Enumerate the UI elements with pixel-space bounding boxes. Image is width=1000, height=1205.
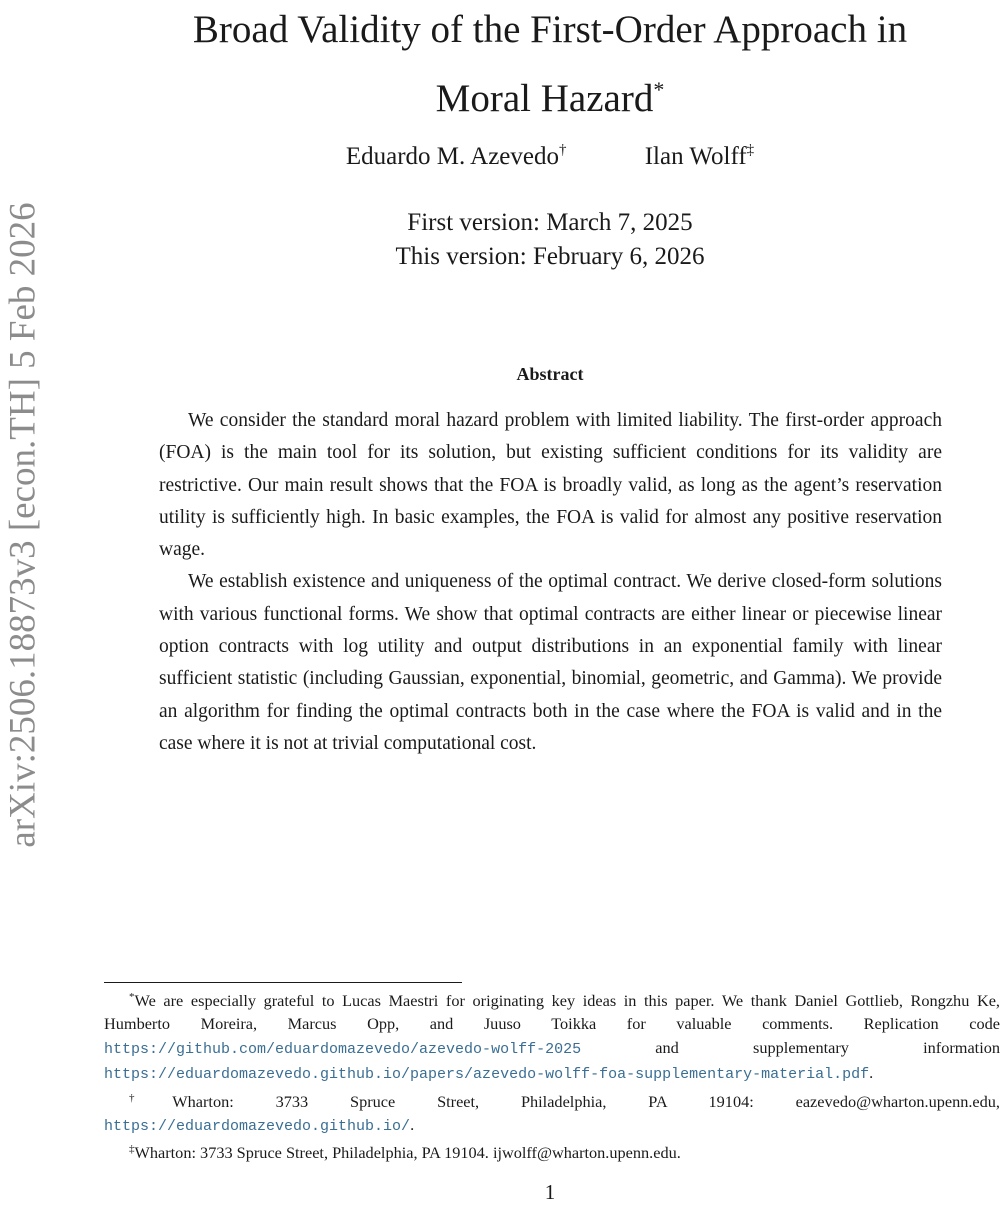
title-footnote-mark[interactable]: * bbox=[653, 77, 665, 102]
author-footnote-mark[interactable]: † bbox=[558, 142, 567, 158]
author-footnote-mark[interactable]: ‡ bbox=[746, 142, 755, 158]
abstract-paragraph-1: We consider the standard moral hazard problem with limited liability. The first-order approach (FOA) is the main tool for its solution, but existing sufficient conditions for its validity are restrictive. Our main result shows that the FOA is broadly valid, as long as the agent’s reservation utility is sufficiently high. In basic examples, the FOA is valid for almost any positive reservation wage. bbox=[159, 410, 942, 561]
footnote-acknowledgments: *We are especially grateful to Lucas Maestri for originating key ideas in this paper. We thank Daniel Gottlieb, Rongzhu Ke, Humberto Moreira, Marcus Opp, and Juuso Toikka for valuable comments. Replication code https://github.com/eduardomazevedo/azevedo-wolff-2025 and supplementary information https://eduardomazevedo.github.io/papers/azevedo-wolff-foa-supplementary-material.pdf. bbox=[104, 991, 1000, 1084]
replication-code-link[interactable]: https://github.com/eduardomazevedo/azevedo-wolff-2025 bbox=[104, 1040, 582, 1058]
page-number: 1 bbox=[544, 1180, 556, 1204]
abstract-heading: Abstract bbox=[516, 364, 584, 384]
abstract-body bbox=[159, 405, 942, 760]
arxiv-identifier-text: arXiv:2506.18873v3 [econ.TH] 5 Feb 2026 bbox=[2, 202, 43, 848]
footnote-divider bbox=[104, 982, 462, 983]
paper-title bbox=[120, 0, 980, 129]
version-dates bbox=[120, 206, 980, 274]
supplementary-material-link[interactable]: https://eduardomazevedo.github.io/papers/azevedo-wolff-foa-supplementary-material.pdf bbox=[104, 1066, 870, 1084]
footnote-wolff-affiliation: ‡Wharton: 3733 Spruce Street, Philadelphia, PA 19104. ijwolff@wharton.upenn.edu. bbox=[129, 1143, 681, 1163]
title-line-1: Broad Validity of the First-Order Approach in bbox=[192, 8, 908, 51]
first-version-date: First version: March 7, 2025 bbox=[407, 209, 693, 236]
this-version-date: This version: February 6, 2026 bbox=[395, 243, 705, 270]
arxiv-identifier-stamp bbox=[0, 180, 45, 870]
author-wolff: Ilan Wolff‡ bbox=[644, 142, 755, 170]
azevedo-website-link[interactable]: https://eduardomazevedo.github.io/ bbox=[104, 1118, 411, 1136]
abstract-paragraph-2: We establish existence and uniqueness of the optimal contract. We derive closed-form solutions with various functional forms. We show that optimal contracts are either linear or piecewise linear option contracts with log utility and output distributions in an exponential family with linear sufficient statistic (including Gaussian, exponential, binomial, geometric, and Gamma). We provide an algorithm for finding the optimal contracts both in the case where the FOA is valid and in the case where it is not at trivial computational cost. bbox=[159, 571, 942, 754]
author-list bbox=[120, 142, 980, 171]
footnote-azevedo-affiliation: †Wharton: 3733 Spruce Street, Philadelphia, PA 19104: eazevedo@wharton.upenn.edu, https://eduardomazevedo.github.io/. bbox=[104, 1091, 1000, 1136]
title-line-2: Moral Hazard* bbox=[435, 77, 665, 120]
author-azevedo: Eduardo M. Azevedo† bbox=[345, 142, 567, 170]
footnotes bbox=[104, 986, 1000, 1165]
